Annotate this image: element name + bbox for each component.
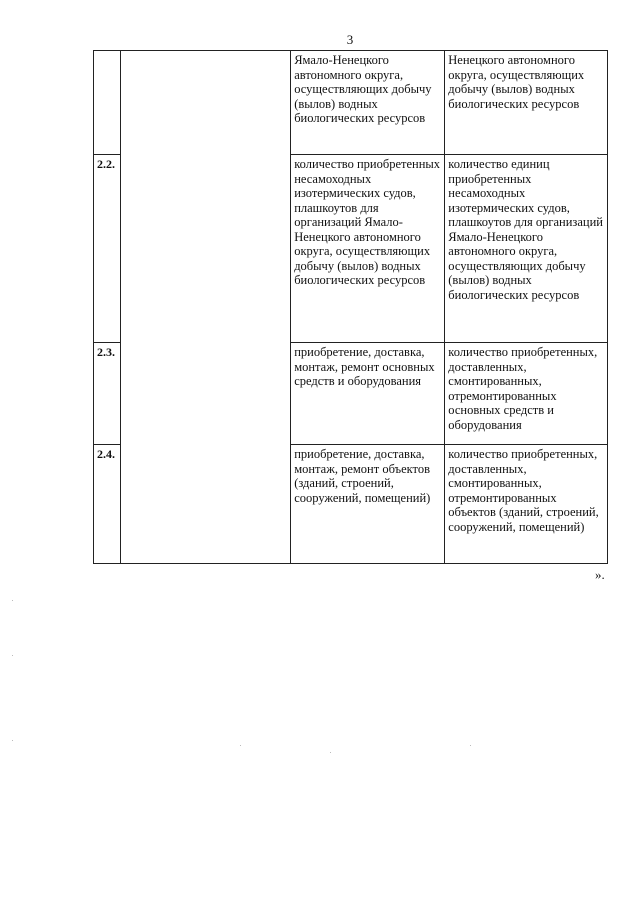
row-number-cell: 2.3.: [94, 343, 121, 445]
table-row: [94, 51, 608, 155]
row-cell-a: Ямало-Ненецкого автономного округа, осуществляющих добычу (вылов) водных биологических ресурсов: [291, 51, 445, 155]
row-cell-b: Ненецкого автономного округа, осуществляющих добычу (вылов) водных биологических ресурсов: [445, 51, 608, 155]
row-cell-a: приобретение, доставка, монтаж, ремонт объектов (зданий, строений, сооружений, помещений): [291, 445, 445, 564]
row-cell-a: приобретение, доставка, монтаж, ремонт основных средств и оборудования: [291, 343, 445, 445]
page-number: 3: [346, 32, 354, 47]
row-cell-b: количество приобретенных, доставленных, смонтированных, отремонтированных объектов (зданий, строений, сооружений, помещений): [445, 445, 608, 564]
row-number-cell: 2.4.: [94, 445, 121, 564]
empty-merged-cell: [120, 51, 290, 564]
scan-speck: [12, 655, 13, 656]
scan-speck: [240, 745, 241, 746]
row-cell-a: количество приобретенных несамоходных изотермических судов, плашкоутов для организаций Ямало-Ненецкого автономного округа, осуществляющих добычу (вылов) водных биологических ресурсов: [291, 155, 445, 343]
row-cell-b: количество приобретенных, доставленных, смонтированных, отремонтированных основных средств и оборудования: [445, 343, 608, 445]
row-cell-b: количество единиц приобретенных несамоходных изотермических судов, плашкоутов для организаций Ямало-Ненецкого автономного округа, осуществляющих добычу (вылов) водных биологических ресурсов: [445, 155, 608, 343]
row-number-cell: [94, 51, 121, 155]
scan-speck: [470, 745, 471, 746]
row-number-cell: 2.2.: [94, 155, 121, 343]
closing-quote-mark: ».: [595, 567, 605, 582]
scan-speck: [12, 600, 13, 601]
scan-speck: [330, 752, 331, 753]
scan-speck: [12, 740, 13, 741]
indicators-table: [93, 50, 608, 564]
